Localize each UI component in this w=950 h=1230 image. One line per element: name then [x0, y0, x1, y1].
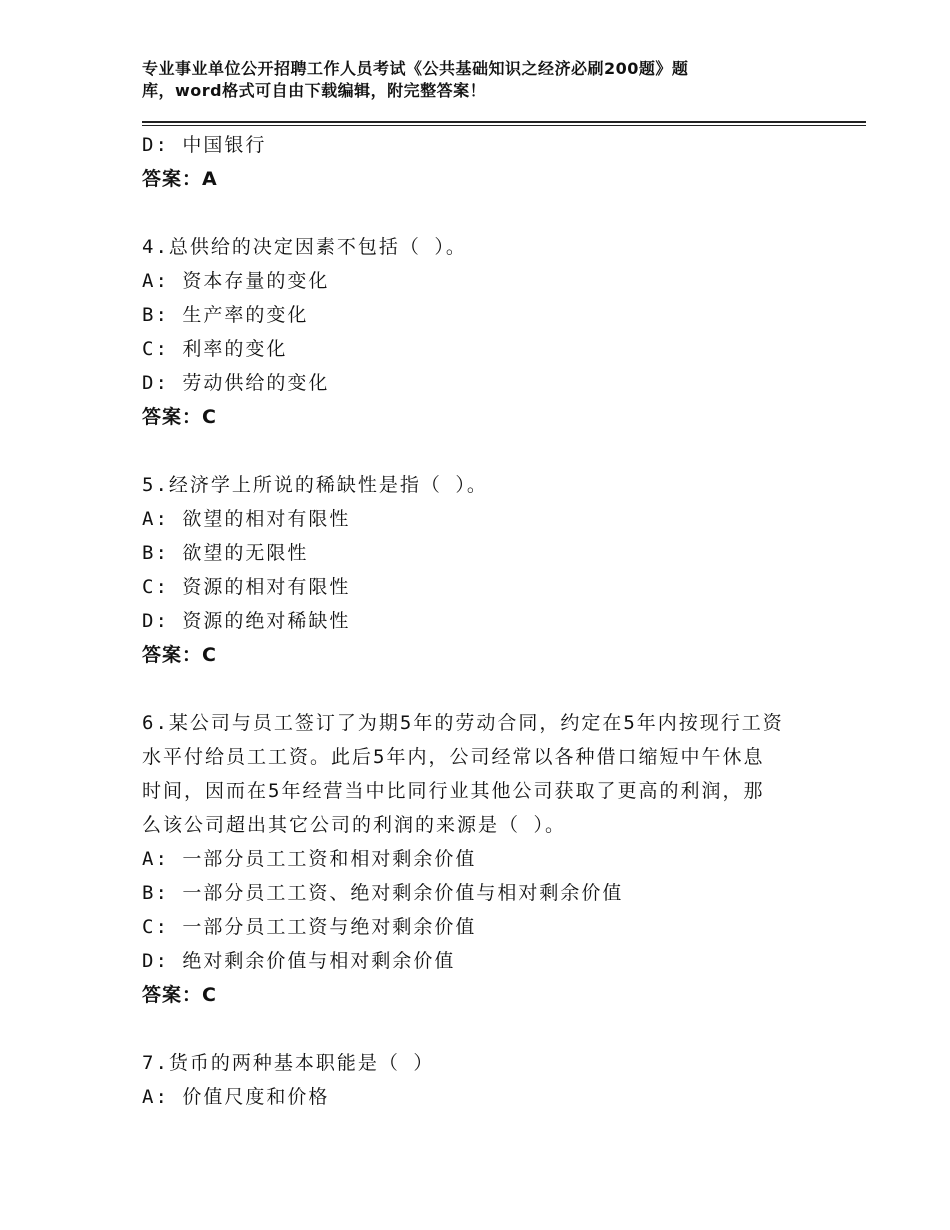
question-stem: 5.经济学上所说的稀缺性是指（ ）。 — [142, 474, 488, 496]
option-a: A: 价值尺度和价格 — [142, 1086, 330, 1108]
document-header — [142, 58, 782, 102]
answer: 答案：A — [142, 168, 218, 190]
question-7 — [142, 1046, 842, 1114]
option-c: C: 资源的相对有限性 — [142, 576, 351, 598]
option-b: B: 一部分员工工资、绝对剩余价值与相对剩余价值 — [142, 882, 624, 904]
header-divider-thick — [142, 121, 866, 123]
question-stem-line: 时间，因而在5年经营当中比同行业其他公司获取了更高的利润，那 — [142, 780, 765, 802]
spacer — [142, 196, 842, 230]
spacer — [142, 1012, 842, 1046]
header-divider-thin — [142, 125, 866, 126]
answer: 答案：C — [142, 406, 217, 428]
option-a: A: 欲望的相对有限性 — [142, 508, 351, 530]
option-a: A: 一部分员工工资和相对剩余价值 — [142, 848, 477, 870]
option-d: D: 劳动供给的变化 — [142, 372, 330, 394]
header-line-2: 库，word格式可自由下载编辑，附完整答案！ — [142, 81, 487, 100]
question-4 — [142, 230, 842, 434]
question-stem-line: 水平付给员工工资。此后5年内，公司经常以各种借口缩短中午休息 — [142, 746, 765, 768]
header-line-1: 专业事业单位公开招聘工作人员考试《公共基础知识之经济必刷200题》题 — [142, 59, 689, 78]
answer: 答案：C — [142, 644, 217, 666]
answer: 答案：C — [142, 984, 217, 1006]
question-3-tail — [142, 128, 842, 196]
question-stem: 4.总供给的决定因素不包括（ ）。 — [142, 236, 467, 258]
question-stem-line: 么该公司超出其它公司的利润的来源是（ ）。 — [142, 814, 566, 836]
option-c: C: 利率的变化 — [142, 338, 288, 360]
option-d: D: 绝对剩余价值与相对剩余价值 — [142, 950, 456, 972]
option-d: D: 资源的绝对稀缺性 — [142, 610, 351, 632]
question-5 — [142, 468, 842, 672]
question-6 — [142, 706, 842, 1012]
question-list — [142, 128, 842, 1114]
question-stem: 7.货币的两种基本职能是（ ） — [142, 1052, 435, 1074]
spacer — [142, 434, 842, 468]
spacer — [142, 672, 842, 706]
option-b: B: 生产率的变化 — [142, 304, 309, 326]
option-c: C: 一部分员工工资与绝对剩余价值 — [142, 916, 477, 938]
option-d: D: 中国银行 — [142, 134, 267, 156]
question-stem-line: 6.某公司与员工签订了为期5年的劳动合同，约定在5年内按现行工资 — [142, 712, 784, 734]
option-b: B: 欲望的无限性 — [142, 542, 309, 564]
option-a: A: 资本存量的变化 — [142, 270, 330, 292]
